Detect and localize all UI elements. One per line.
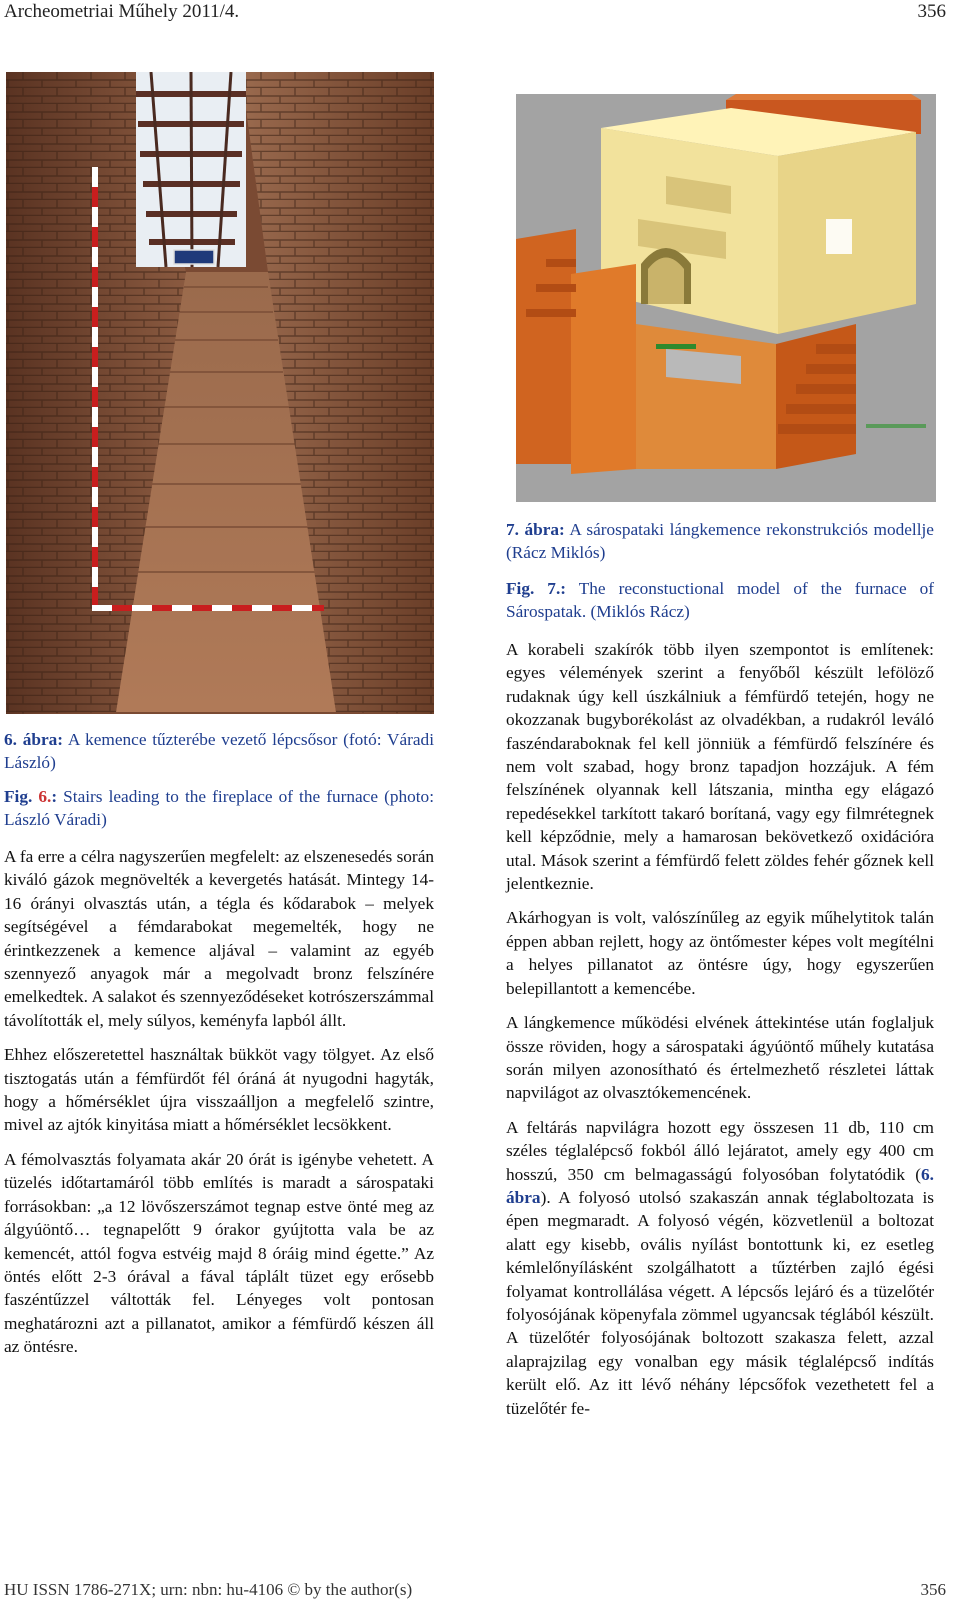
right-paragraph-2: Akárhogyan is volt, valószínűleg az egyik műhelytitok talán éppen abban rejlett, hogy az öntőmester képes volt megítélni a helyes pillanatot az öntésre úgy, hogy egyszerűen belepillantott a kemencébe. — [506, 908, 934, 998]
figure-7-caption-en — [506, 577, 934, 624]
issn-line: HU ISSN 1786-271X; urn: nbn: hu-4106 © by the author(s) — [4, 1580, 413, 1599]
right-column-body — [506, 638, 934, 1420]
page-number: 356 — [917, 1, 946, 22]
left-paragraph-3: A fémolvasztás folyamata akár 20 órát is igénybe vehetett. A tüzelés időtartamáról több említés is maradt a sárospataki forrásokban: „a 12 lövőszerszámot tegnap estve önté meg az álgyúöntő… tegnapelőtt 9 órakor gyújtotta vala be az kemencét, attól fogva estvéig majd 8 óráig mind égette.” Az öntés előtt 2-3 órával a fával táplált tüzet egy erősebb faszéntűzzel váltották fel. Lényeges volt pontosan meghatározni azt a pillanatot, amikor a fémfürdő készen áll az öntésre. — [4, 1149, 434, 1357]
figure-6-reference: 6. ábra — [506, 1164, 934, 1207]
figure-7-label-hu: 7. ábra: — [506, 520, 565, 539]
figure-6-caption-en — [4, 785, 434, 832]
right-paragraph-4 — [506, 1116, 934, 1420]
figure-7-text-hu: A sárospataki lángkemence rekonstrukciós modellje (Rácz Miklós) — [506, 520, 934, 563]
figure-6-label-en-pre: Fig. — [4, 786, 39, 806]
running-header — [4, 0, 946, 26]
figure-6-label-en-num: 6. — [38, 786, 52, 806]
furnace-3d-model-illustration — [516, 94, 936, 502]
right-paragraph-3: A lángkemence működési elvének áttekintése után foglaljuk össze röviden, hogy a sárospataki ágyúöntő műhely kutatása során milyen azonosítható és értelmezhető részletei láttak napvilágot az olvasztókemencének. — [506, 1013, 934, 1103]
figure-7-caption-hu — [506, 518, 934, 565]
left-paragraph-1: A fa erre a célra nagyszerűen megfelelt: az elszenesedés során kiváló gázok megnövelték a kevergetés hatását. Mintegy 14-16 órányi olvasztás után, a tégla és kődarabok – melyek segítségével a fémdarabokat megemelték, hogy ne érintkezzenek a kemence aljával – valamint az egyéb szennyező anyagok már a megolvadt bronz felszínére emelkedtek. A salakot és szennyeződéseket kotrószerszámmal távolították el, mely súlyos, keményfa lapból állt. — [4, 847, 434, 1030]
right-paragraph-1: A korabeli szakírók több ilyen szempontot is említenek: egyes vélemények szerint a fenyőből készült lefölöző rudaknak úgy kell úszkálniuk a fémfürdő tetején, hogy ne okozzanak bugyborékolást az olvadékban, a rudakról leváló faszéndaraboknak fel kell jönniük a fémfürdő felszínére és nem volt szabad, hogy bronz tapadjon hozzájuk. A fém felszínének olyannak kell látszania, mintha egy elágazó repedésekkel tarkított takaró borítaná, vagy egy filmrétegnek kell képződnie, mely a hamarosan bekövetkező oxidációra utal. Mások szerint a fémfürdő felett zöldes fehér gőznek kell jelentkeznie. — [506, 640, 934, 894]
figure-6-text-hu: A kemence tűzterébe vezető lépcsősor (fotó: Váradi László) — [4, 730, 434, 773]
figure-6-photo — [6, 72, 434, 714]
figure-6-label-en-post: : — [51, 786, 58, 806]
right-paragraph-4-pre: A feltárás napvilágra hozott egy összesen 11 db, 110 cm széles téglalépcső fokból álló lejáratot, amely egy 400 cm hosszú, 350 cm belmagasságú folyosóban folytatódik ( — [506, 1117, 934, 1184]
staircase-photo-illustration — [6, 72, 434, 714]
right-paragraph-4-post: ). A folyosó utolsó szakaszán annak téglaboltozata is épen megmaradt. A folyosó végén, közvetlenül a boltozat alatt egy kisebb, ovális nyílást bontottunk ki, ez esetleg kémlelőnyílásként szolgálhatott a tűztérben zajló égési folyamat kontrollálása végett. A lépcsős lejáró és a tüzelőtér folyosójának köpenyfala zömmel ugyancsak téglából készült. A tüzelőtér folyosójának boltozott szakasza felett, azzal alaprajzilag egy vonalban egy másik téglalépcső indítás került elő. Az itt lévő néhány lépcsőfok vezethetett fel a tüzelőtér fe- — [506, 1187, 934, 1418]
figure-7-caption — [506, 518, 934, 624]
figure-7-text-en: The reconstuctional model of the furnace of Sárospatak. (Miklós Rácz) — [506, 578, 934, 622]
figure-6-label-hu: 6. ábra: — [4, 730, 64, 749]
figure-6-text-en: Stairs leading to the fireplace of the furnace (photo: László Váradi) — [4, 786, 434, 830]
figure-6-caption-hu — [4, 728, 434, 775]
left-column-body — [4, 845, 434, 1359]
journal-title: Archeometriai Műhely 2011/4. — [4, 1, 240, 22]
figure-6-caption — [4, 728, 434, 832]
left-paragraph-2: Ehhez előszeretettel használtak bükköt vagy tölgyet. Az első tisztogatás után a fémfürdőt fél óráná át nyugodni hagyták, hogy a hőmérséklet újra visszaálljon a megfelelő szintre, mivel az ajtók kinyitása miatt a hőmérséklet lecsökkent. — [4, 1045, 434, 1135]
figure-7-label-en: Fig. 7.: — [506, 578, 567, 598]
figure-7-render — [516, 94, 936, 502]
running-footer — [4, 1580, 946, 1602]
footer-page-number: 356 — [920, 1580, 946, 1599]
